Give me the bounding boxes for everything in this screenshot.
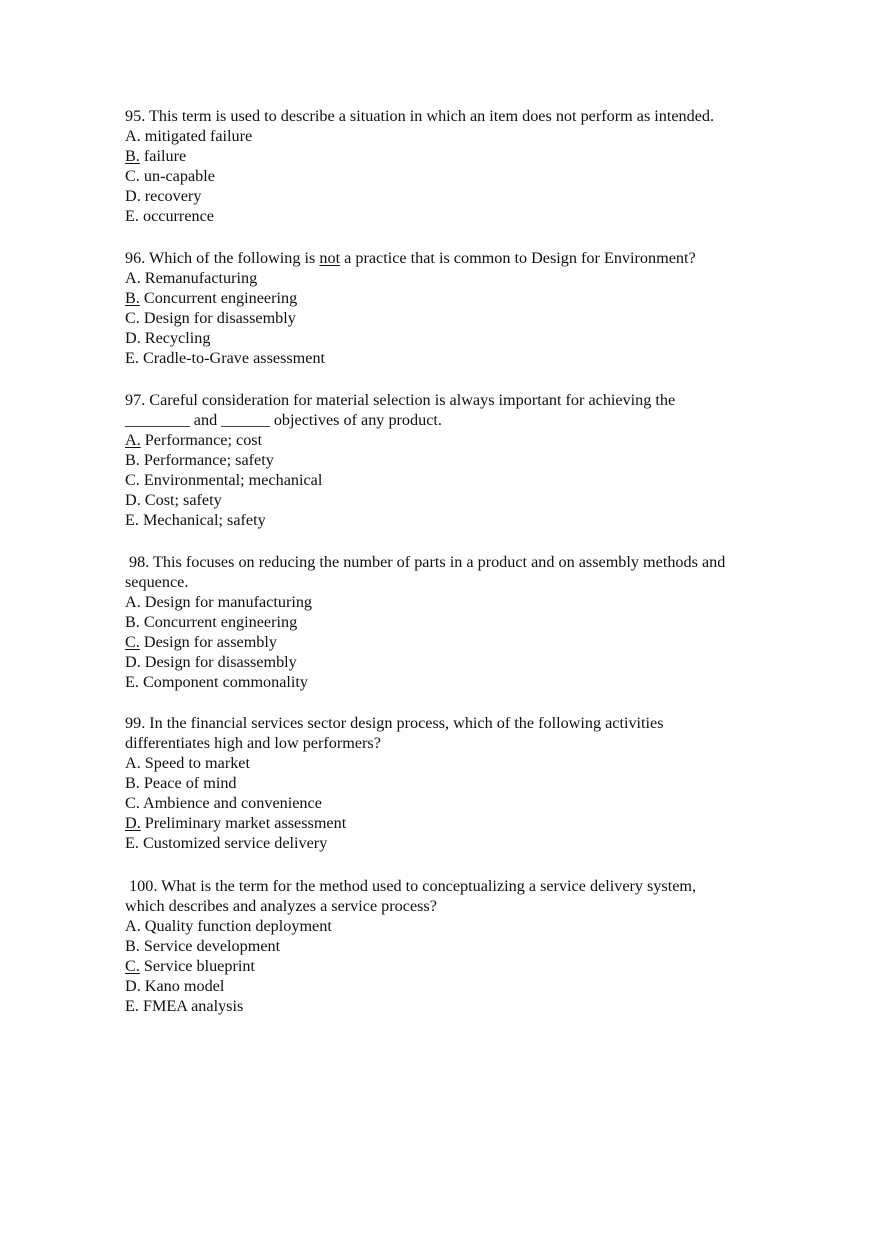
option-a: [125, 126, 775, 146]
option-d: [125, 976, 775, 996]
option-text: Design for assembly: [139, 633, 277, 651]
question-stem: 95. This term is used to describe a situation in which an item does not perform as intended.: [125, 107, 715, 125]
option-text: Mechanical; safety: [138, 511, 266, 529]
question-99: [125, 713, 775, 853]
option-a-correct: [125, 430, 775, 450]
option-text: Cradle-to-Grave assessment: [138, 349, 326, 367]
option-text: Performance; cost: [140, 431, 263, 449]
question-stem-line-1: 97. Careful consideration for material selection is always important for achieving the: [125, 391, 676, 409]
option-text: Service blueprint: [139, 957, 255, 975]
question-98: [125, 552, 775, 692]
option-letter: E.: [125, 511, 139, 529]
option-b: [125, 936, 775, 956]
option-letter: B.: [125, 774, 140, 792]
option-text: Speed to market: [140, 754, 250, 772]
option-e: [125, 206, 775, 226]
option-text: Component commonality: [138, 673, 308, 691]
option-text: Design for disassembly: [140, 653, 297, 671]
option-b: [125, 773, 775, 793]
question-stem-line-1: 98. This focuses on reducing the number of parts in a product and on assembly methods and: [125, 553, 726, 571]
option-letter: C.: [125, 794, 140, 812]
option-text: recovery: [140, 187, 202, 205]
option-text: Design for disassembly: [139, 309, 296, 327]
question-stem-line-2: which describes and analyzes a service process?: [125, 897, 437, 915]
question-stem-line-2: differentiates high and low performers?: [125, 734, 381, 752]
option-letter: D.: [125, 653, 141, 671]
option-b: [125, 612, 775, 632]
option-b-correct: [125, 288, 775, 308]
option-letter-underlined: C.: [125, 957, 140, 975]
question-100: [125, 876, 775, 1016]
option-d-correct: [125, 813, 775, 833]
question-stem-line-1: 99. In the financial services sector design process, which of the following activities: [125, 714, 664, 732]
option-text: Concurrent engineering: [139, 613, 298, 631]
option-c-correct: [125, 956, 775, 976]
option-b: [125, 450, 775, 470]
option-text: Concurrent engineering: [139, 289, 298, 307]
question-97: [125, 390, 775, 530]
option-a: [125, 592, 775, 612]
option-text: un-capable: [139, 167, 215, 185]
option-c: [125, 308, 775, 328]
option-letter: A.: [125, 269, 141, 287]
option-text: Customized service delivery: [138, 834, 328, 852]
option-letter: E.: [125, 673, 139, 691]
option-text: Quality function deployment: [140, 917, 332, 935]
option-letter-underlined: C.: [125, 633, 140, 651]
option-letter: D.: [125, 491, 141, 509]
option-letter: A.: [125, 127, 141, 145]
option-text: mitigated failure: [140, 127, 253, 145]
option-c: [125, 166, 775, 186]
question-stem: [125, 248, 775, 268]
option-letter: C.: [125, 309, 140, 327]
option-text: Preliminary market assessment: [140, 814, 347, 832]
option-text: Environmental; mechanical: [139, 471, 323, 489]
option-letter-underlined: B.: [125, 289, 140, 307]
option-c: [125, 470, 775, 490]
stem-part: a practice that is common to Design for Environment?: [340, 249, 696, 267]
option-letter-underlined: D.: [125, 814, 141, 832]
option-text: Service development: [139, 937, 281, 955]
option-e: [125, 996, 775, 1016]
option-text: occurrence: [138, 207, 214, 225]
option-e: [125, 833, 775, 853]
option-text: Remanufacturing: [140, 269, 258, 287]
question-stem-line-2: sequence.: [125, 573, 189, 591]
option-d: [125, 652, 775, 672]
option-letter: C.: [125, 167, 140, 185]
question-96: [125, 248, 775, 368]
option-letter-underlined: B.: [125, 147, 140, 165]
option-letter-underlined: A.: [125, 431, 141, 449]
option-text: FMEA analysis: [138, 997, 244, 1015]
option-text: failure: [139, 147, 187, 165]
option-letter: E.: [125, 207, 139, 225]
option-text: Kano model: [140, 977, 225, 995]
option-letter: D.: [125, 329, 141, 347]
stem-part: 96. Which of the following is: [125, 249, 320, 267]
question-95: [125, 106, 775, 226]
option-letter: D.: [125, 187, 141, 205]
option-e: [125, 510, 775, 530]
option-letter: E.: [125, 997, 139, 1015]
option-a: [125, 916, 775, 936]
option-letter: A.: [125, 754, 141, 772]
option-letter: E.: [125, 834, 139, 852]
option-letter: E.: [125, 349, 139, 367]
stem-emphasis-not: not: [319, 249, 341, 267]
option-c: [125, 793, 775, 813]
option-b-correct: [125, 146, 775, 166]
option-e: [125, 348, 775, 368]
option-d: [125, 328, 775, 348]
option-c-correct: [125, 632, 775, 652]
option-e: [125, 672, 775, 692]
option-letter: B.: [125, 451, 140, 469]
question-stem-line-2: ________ and ______ objectives of any product.: [125, 411, 442, 429]
option-d: [125, 490, 775, 510]
option-letter: B.: [125, 937, 140, 955]
option-a: [125, 268, 775, 288]
option-letter: A.: [125, 593, 141, 611]
option-letter: D.: [125, 977, 141, 995]
option-text: Cost; safety: [140, 491, 222, 509]
option-text: Ambience and convenience: [139, 794, 322, 812]
option-letter: A.: [125, 917, 141, 935]
option-letter: C.: [125, 471, 140, 489]
option-text: Peace of mind: [139, 774, 237, 792]
option-text: Recycling: [140, 329, 211, 347]
option-a: [125, 753, 775, 773]
option-text: Design for manufacturing: [140, 593, 313, 611]
option-letter: B.: [125, 613, 140, 631]
question-stem-line-1: 100. What is the term for the method used to conceptualizing a service delivery system,: [125, 877, 697, 895]
option-d: [125, 186, 775, 206]
option-text: Performance; safety: [139, 451, 274, 469]
